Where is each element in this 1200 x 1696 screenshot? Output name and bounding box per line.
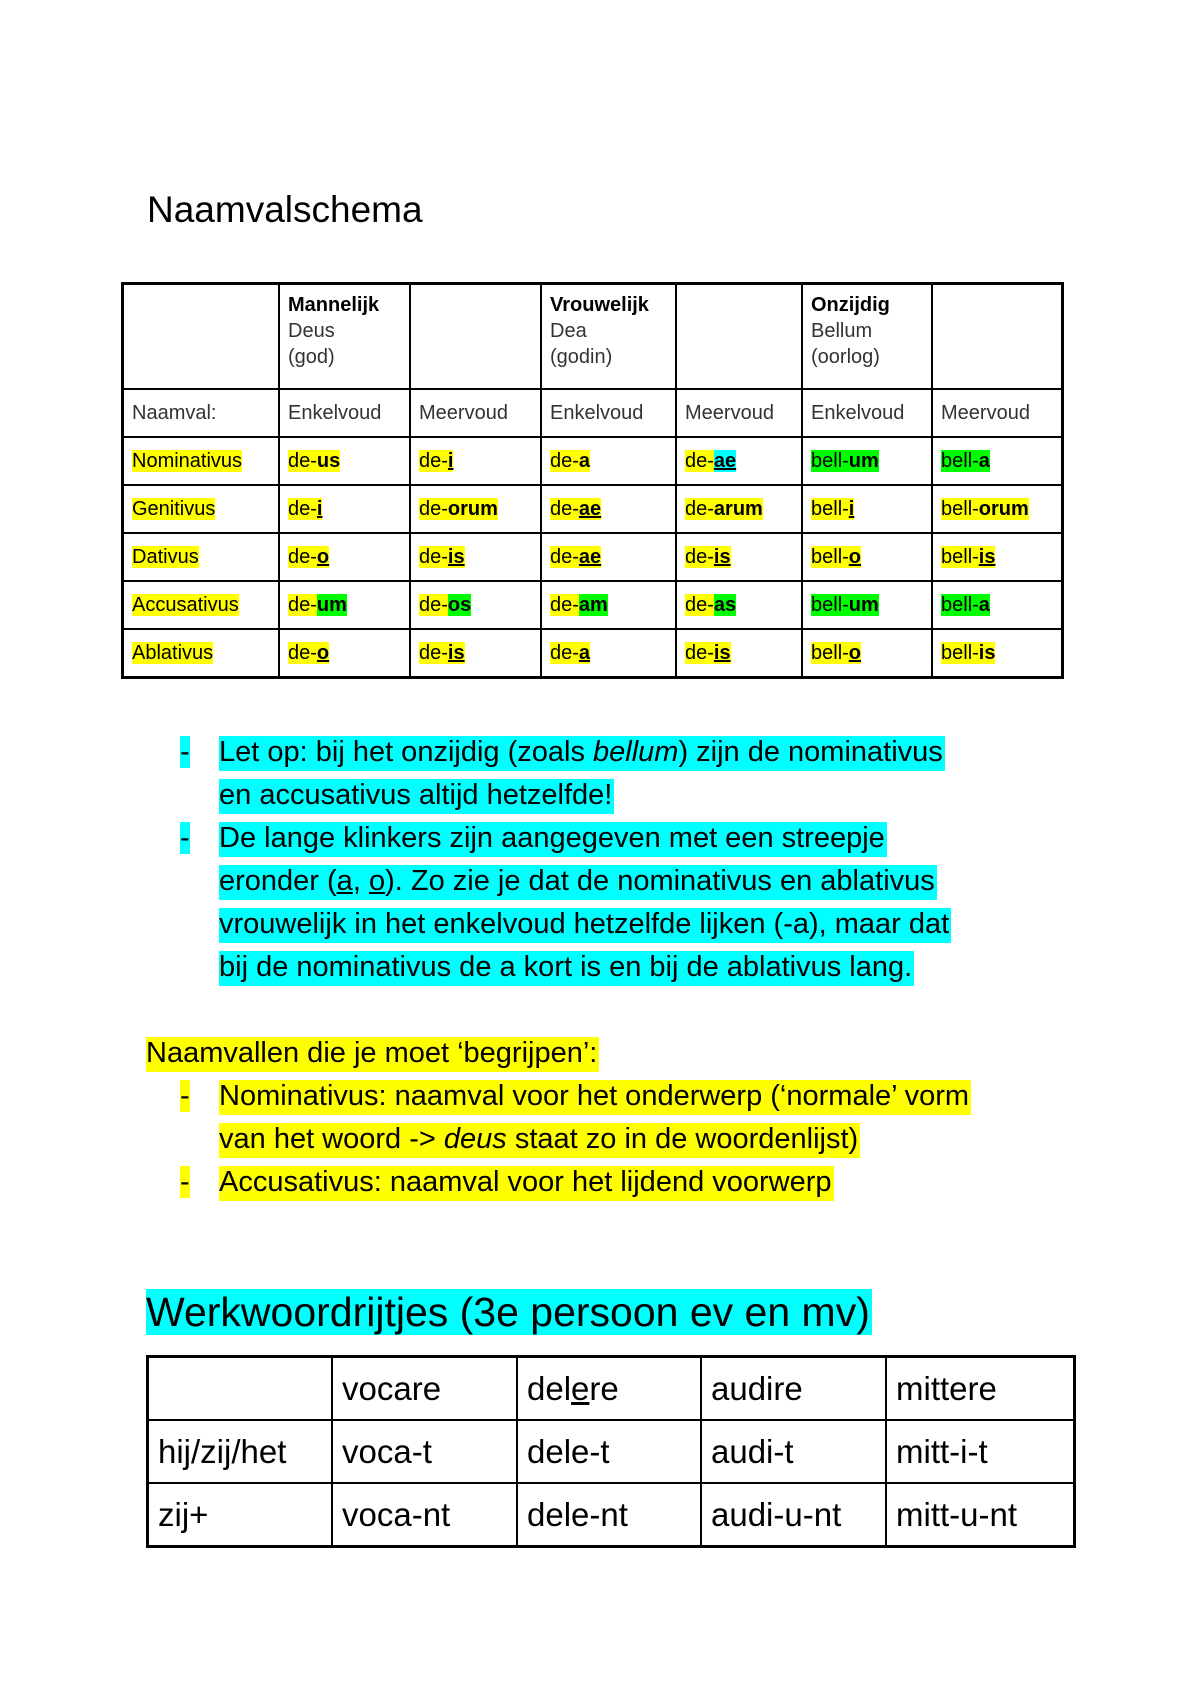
form-cell: bell-orum — [932, 485, 1063, 533]
verb-infinitive: delere — [517, 1357, 701, 1421]
verb-row-plural — [148, 1483, 1075, 1547]
note-2-line-3: vrouwelijk in het enkelvoud hetzelfde lijken (-a), maar dat — [219, 903, 951, 946]
case-name: Accusativus — [123, 581, 280, 629]
verb-infinitive: mittere — [886, 1357, 1075, 1421]
gender-gloss: (god) — [288, 346, 335, 368]
verb-form: voca-t — [332, 1420, 517, 1483]
form-cell: bell-o — [802, 533, 932, 581]
verb-table — [146, 1355, 1076, 1548]
bullet: - — [180, 822, 190, 854]
case-name: Dativus — [123, 533, 280, 581]
form-cell: bell-i — [802, 485, 932, 533]
enkelvoud-label: Enkelvoud — [279, 389, 410, 437]
bullet: - — [180, 1080, 190, 1112]
enkelvoud-label: Enkelvoud — [541, 389, 676, 437]
form-cell: de-o — [279, 629, 410, 678]
understand-heading: Naamvallen die je moet ‘begrijpen’: — [146, 1032, 599, 1075]
meervoud-label: Meervoud — [676, 389, 802, 437]
form-cell: de-a — [541, 629, 676, 678]
form-cell: de-i — [410, 437, 541, 485]
understand-item-1-line-1: Nominativus: naamval voor het onderwerp (‘normale’ vorm — [219, 1075, 971, 1118]
naamval-label: Naamval: — [123, 389, 280, 437]
form-cell: de-is — [676, 533, 802, 581]
form-cell: de-o — [279, 533, 410, 581]
verb-form: dele-t — [517, 1420, 701, 1483]
verb-form: audi-u-nt — [701, 1483, 886, 1547]
form-cell: de-a — [541, 437, 676, 485]
verb-form: audi-t — [701, 1420, 886, 1483]
gender-label: Mannelijk — [288, 294, 380, 316]
form-cell: de-i — [279, 485, 410, 533]
form-cell: de-am — [541, 581, 676, 629]
verb-form: dele-nt — [517, 1483, 701, 1547]
form-cell: bell-um — [802, 437, 932, 485]
form-cell: de-as — [676, 581, 802, 629]
verb-header-row — [148, 1357, 1075, 1421]
note-1-line-1: Let op: bij het onzijdig (zoals bellum) zijn de nominativus — [219, 731, 945, 774]
verb-form: mitt-i-t — [886, 1420, 1075, 1483]
bullet: - — [180, 736, 190, 768]
verb-corner-cell — [148, 1357, 333, 1421]
verbs-title: Werkwoordrijtjes (3e persoon ev en mv) — [146, 1289, 870, 1335]
form-cell: bell-is — [932, 533, 1063, 581]
case-name: Genitivus — [123, 485, 280, 533]
form-cell: bell-a — [932, 437, 1063, 485]
form-cell: de-is — [410, 533, 541, 581]
page-title: Naamvalschema — [147, 189, 423, 230]
case-name: Ablativus — [123, 629, 280, 678]
form-cell: de-um — [279, 581, 410, 629]
gender-word: Dea — [550, 320, 587, 342]
form-cell: de-ae — [676, 437, 802, 485]
form-cell: de-is — [676, 629, 802, 678]
form-cell: de-os — [410, 581, 541, 629]
note-1-line-2: en accusativus altijd hetzelfde! — [219, 774, 614, 817]
form-cell: bell-is — [932, 629, 1063, 678]
form-cell: bell-um — [802, 581, 932, 629]
person-label: hij/zij/het — [148, 1420, 333, 1483]
case-name: Nominativus — [123, 437, 280, 485]
form-cell: de-ae — [541, 533, 676, 581]
verb-form: voca-nt — [332, 1483, 517, 1547]
form-cell: de-ae — [541, 485, 676, 533]
gender-gloss: (oorlog) — [811, 346, 880, 368]
meervoud-label: Meervoud — [932, 389, 1063, 437]
gender-label: Onzijdig — [811, 294, 890, 316]
note-2-line-1: De lange klinkers zijn aangegeven met een streepje — [219, 817, 887, 860]
understand-item-2: Accusativus: naamval voor het lijdend voorwerp — [219, 1161, 834, 1204]
form-cell: de-us — [279, 437, 410, 485]
verb-infinitive: audire — [701, 1357, 886, 1421]
form-cell: de-is — [410, 629, 541, 678]
verb-row-singular — [148, 1420, 1075, 1483]
gender-word: Deus — [288, 320, 335, 342]
gender-gloss: (godin) — [550, 346, 613, 368]
bullet: - — [180, 1166, 190, 1198]
meervoud-label: Meervoud — [410, 389, 541, 437]
form-cell: de-orum — [410, 485, 541, 533]
gender-label: Vrouwelijk — [550, 294, 649, 316]
verb-infinitive: vocare — [332, 1357, 517, 1421]
understand-item-1-line-2: van het woord -> deus staat zo in de woordenlijst) — [219, 1118, 860, 1161]
form-cell: bell-o — [802, 629, 932, 678]
note-2-line-2: eronder (a, o). Zo zie je dat de nominativus en ablativus — [219, 860, 937, 903]
form-cell: de-arum — [676, 485, 802, 533]
form-cell: bell-a — [932, 581, 1063, 629]
note-2-line-4: bij de nominativus de a kort is en bij de ablativus lang. — [219, 946, 914, 989]
person-label: zij+ — [148, 1483, 333, 1547]
enkelvoud-label: Enkelvoud — [802, 389, 932, 437]
verb-form: mitt-u-nt — [886, 1483, 1075, 1547]
gender-word: Bellum — [811, 320, 873, 342]
